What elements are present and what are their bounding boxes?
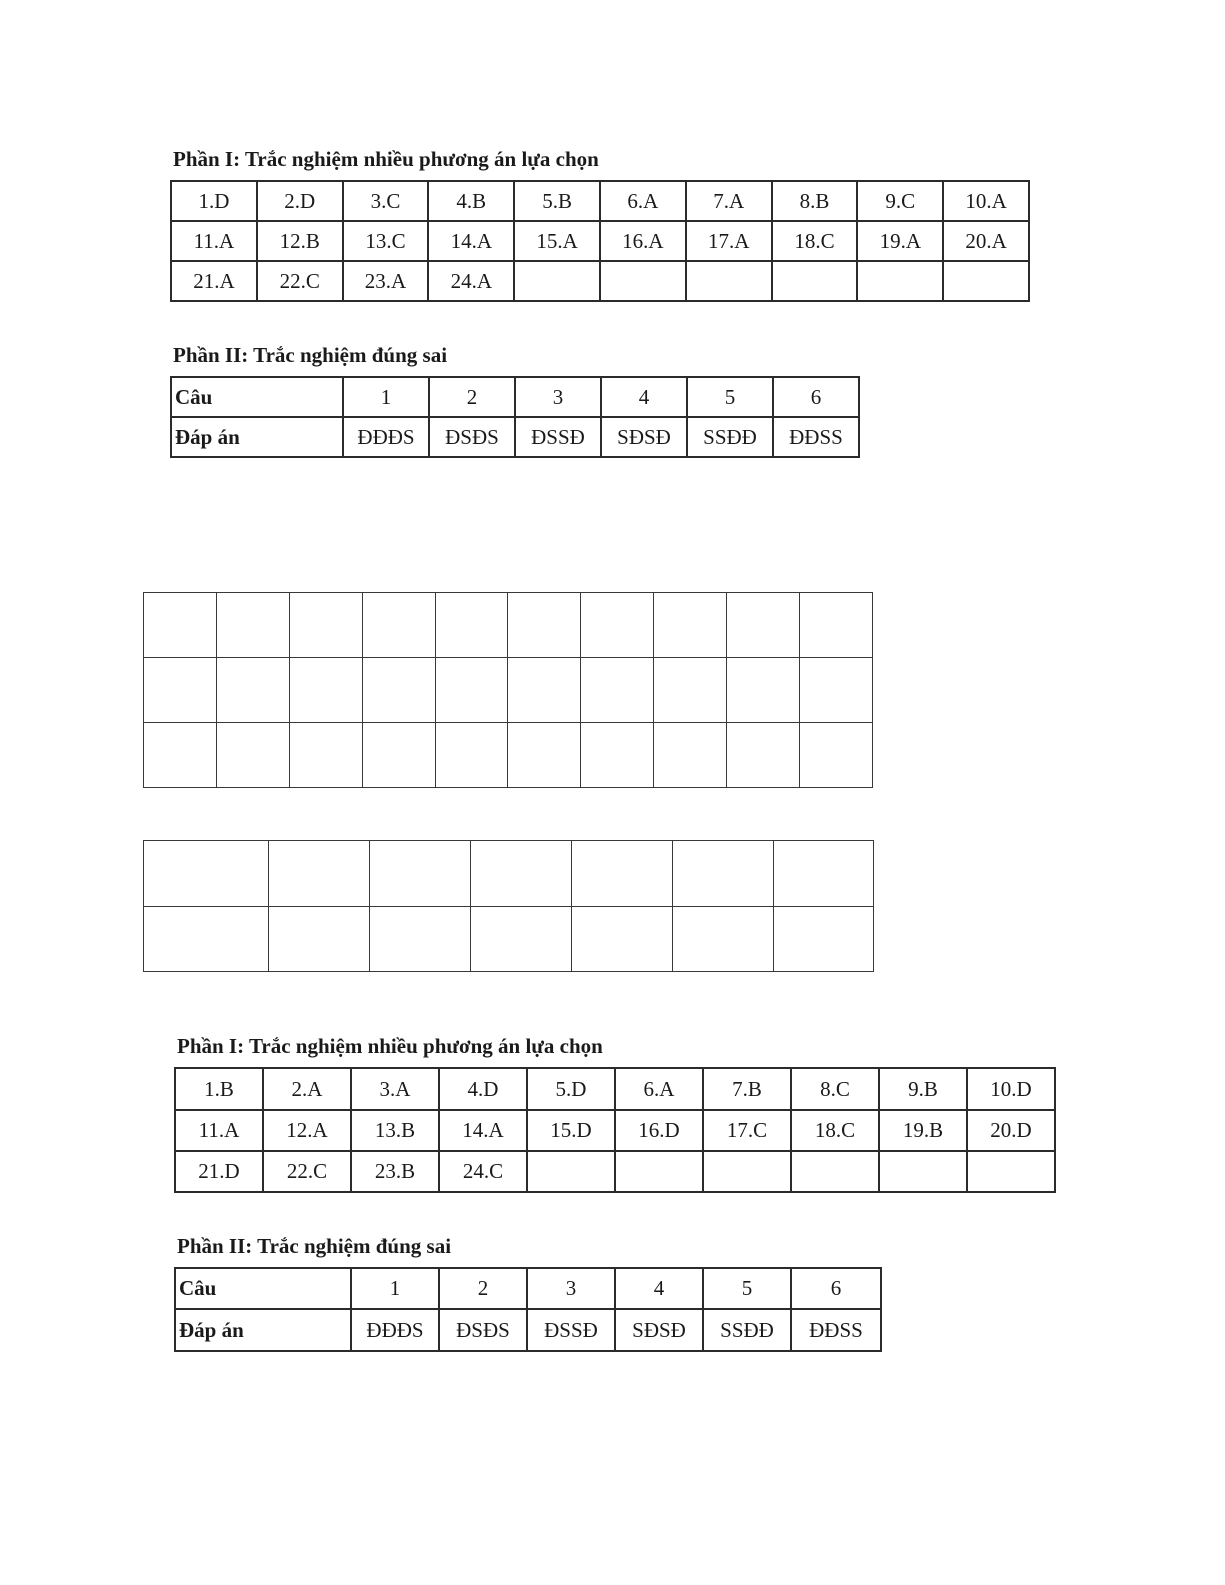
blank-cell <box>673 841 774 907</box>
answer-cell: SĐSĐ <box>601 417 687 457</box>
answer-cell: 19.A <box>857 221 943 261</box>
blank-cell <box>508 658 581 723</box>
blank-cell <box>289 593 362 658</box>
question-number: 3 <box>515 377 601 417</box>
blank-cell <box>289 658 362 723</box>
key1-part1-table <box>170 180 1030 302</box>
key1-part1-title: Phần I: Trắc nghiệm nhiều phương án lựa chọn <box>173 147 599 171</box>
answer-cell: 10.A <box>943 181 1029 221</box>
table-row <box>175 1268 881 1309</box>
answer-cell: 11.A <box>171 221 257 261</box>
question-number: 6 <box>791 1268 881 1309</box>
answer-cell <box>514 261 600 301</box>
table-row <box>175 1309 881 1351</box>
answer-cell: ĐĐĐS <box>351 1309 439 1351</box>
blank-cell <box>362 723 435 788</box>
answer-cell: ĐĐSS <box>773 417 859 457</box>
key2-part1-table <box>174 1067 1056 1193</box>
table-row <box>144 593 873 658</box>
answer-cell: 24.C <box>439 1151 527 1192</box>
key2-part2-title: Phần II: Trắc nghiệm đúng sai <box>177 1234 452 1258</box>
question-number: 1 <box>343 377 429 417</box>
answer-cell: 19.B <box>879 1110 967 1151</box>
answer-cell: 4.D <box>439 1068 527 1110</box>
blank-cell <box>581 593 654 658</box>
blank-cell <box>800 593 873 658</box>
blank-cell <box>471 841 572 907</box>
blank-cell <box>774 841 874 907</box>
answer-label: Đáp án <box>175 1309 351 1351</box>
blank-cell <box>654 593 727 658</box>
question-label: Câu <box>171 377 343 417</box>
answer-cell <box>879 1151 967 1192</box>
answer-cell: 12.B <box>257 221 343 261</box>
blank-cell <box>435 723 508 788</box>
table-row <box>144 658 873 723</box>
answer-cell: 13.B <box>351 1110 439 1151</box>
table-row <box>175 1068 1055 1110</box>
blank-cell <box>144 723 217 788</box>
answer-cell: 1.B <box>175 1068 263 1110</box>
answer-cell: SĐSĐ <box>615 1309 703 1351</box>
answer-cell <box>967 1151 1055 1192</box>
answer-cell: 15.D <box>527 1110 615 1151</box>
answer-cell: 21.D <box>175 1151 263 1192</box>
answer-cell: SSĐĐ <box>703 1309 791 1351</box>
answer-cell: 7.B <box>703 1068 791 1110</box>
blank-cell <box>800 658 873 723</box>
answer-cell <box>703 1151 791 1192</box>
question-label: Câu <box>175 1268 351 1309</box>
answer-cell <box>791 1151 879 1192</box>
table-row <box>171 181 1029 221</box>
answer-cell <box>772 261 858 301</box>
answer-cell: ĐSSĐ <box>515 417 601 457</box>
blank-cell <box>654 723 727 788</box>
blank-cell <box>435 593 508 658</box>
question-number: 2 <box>429 377 515 417</box>
blank-cell <box>370 907 471 972</box>
blank-grid-part2 <box>143 840 874 972</box>
answer-cell: SSĐĐ <box>687 417 773 457</box>
answer-cell: 16.D <box>615 1110 703 1151</box>
answer-cell: 10.D <box>967 1068 1055 1110</box>
answer-label: Đáp án <box>171 417 343 457</box>
question-number: 6 <box>773 377 859 417</box>
question-number: 5 <box>703 1268 791 1309</box>
table-row <box>175 1151 1055 1192</box>
blank-cell <box>370 841 471 907</box>
answer-cell: 18.C <box>791 1110 879 1151</box>
answer-cell: 5.B <box>514 181 600 221</box>
blank-cell <box>572 841 673 907</box>
table-row <box>171 417 859 457</box>
table-row <box>144 841 874 907</box>
answer-cell: ĐSSĐ <box>527 1309 615 1351</box>
answer-cell <box>615 1151 703 1192</box>
blank-cell <box>572 907 673 972</box>
answer-cell: 4.B <box>428 181 514 221</box>
table-row <box>175 1110 1055 1151</box>
answer-cell: 16.A <box>600 221 686 261</box>
answer-cell: 2.D <box>257 181 343 221</box>
answer-cell <box>600 261 686 301</box>
answer-cell: 17.C <box>703 1110 791 1151</box>
answer-cell: 5.D <box>527 1068 615 1110</box>
table-row <box>171 221 1029 261</box>
blank-cell <box>727 658 800 723</box>
key2-part2-table <box>174 1267 882 1352</box>
answer-cell: 7.A <box>686 181 772 221</box>
blank-cell <box>800 723 873 788</box>
question-number: 4 <box>601 377 687 417</box>
table-row <box>171 261 1029 301</box>
blank-cell <box>216 658 289 723</box>
answer-cell: 11.A <box>175 1110 263 1151</box>
blank-cell <box>774 907 874 972</box>
blank-cell <box>289 723 362 788</box>
question-number: 4 <box>615 1268 703 1309</box>
blank-cell <box>269 841 370 907</box>
answer-cell: 2.A <box>263 1068 351 1110</box>
key2-part1-title: Phần I: Trắc nghiệm nhiều phương án lựa chọn <box>177 1034 603 1058</box>
question-number: 2 <box>439 1268 527 1309</box>
blank-cell <box>144 841 269 907</box>
answer-cell <box>527 1151 615 1192</box>
blank-cell <box>508 593 581 658</box>
table-row <box>144 723 873 788</box>
question-number: 3 <box>527 1268 615 1309</box>
answer-cell: 17.A <box>686 221 772 261</box>
answer-cell <box>686 261 772 301</box>
blank-cell <box>144 907 269 972</box>
question-number: 1 <box>351 1268 439 1309</box>
blank-cell <box>581 658 654 723</box>
answer-cell: 24.A <box>428 261 514 301</box>
blank-cell <box>362 658 435 723</box>
answer-cell: 3.A <box>351 1068 439 1110</box>
answer-cell <box>857 261 943 301</box>
answer-cell: 23.B <box>351 1151 439 1192</box>
key1-part2-title: Phần II: Trắc nghiệm đúng sai <box>173 343 448 367</box>
blank-cell <box>144 593 217 658</box>
answer-cell: 8.B <box>772 181 858 221</box>
blank-cell <box>269 907 370 972</box>
blank-cell <box>727 593 800 658</box>
answer-cell: 13.C <box>343 221 429 261</box>
answer-cell: 9.C <box>857 181 943 221</box>
answer-cell: 8.C <box>791 1068 879 1110</box>
answer-cell: 22.C <box>263 1151 351 1192</box>
blank-cell <box>471 907 572 972</box>
blank-cell <box>581 723 654 788</box>
blank-cell <box>435 658 508 723</box>
answer-cell: 12.A <box>263 1110 351 1151</box>
key1-part2-table <box>170 376 860 458</box>
answer-cell: 23.A <box>343 261 429 301</box>
blank-cell <box>362 593 435 658</box>
answer-cell: ĐSĐS <box>429 417 515 457</box>
blank-cell <box>654 658 727 723</box>
question-number: 5 <box>687 377 773 417</box>
answer-cell: 6.A <box>615 1068 703 1110</box>
answer-cell: 20.A <box>943 221 1029 261</box>
answer-cell: 9.B <box>879 1068 967 1110</box>
answer-cell: ĐĐSS <box>791 1309 881 1351</box>
answer-cell: ĐSĐS <box>439 1309 527 1351</box>
answer-cell: 3.C <box>343 181 429 221</box>
table-row <box>144 907 874 972</box>
blank-cell <box>508 723 581 788</box>
answer-cell: 20.D <box>967 1110 1055 1151</box>
blank-cell <box>144 658 217 723</box>
blank-grid-part1 <box>143 592 873 788</box>
table-row <box>171 377 859 417</box>
answer-cell: 21.A <box>171 261 257 301</box>
answer-cell: 15.A <box>514 221 600 261</box>
blank-cell <box>216 723 289 788</box>
blank-cell <box>673 907 774 972</box>
blank-cell <box>727 723 800 788</box>
answer-cell: 22.C <box>257 261 343 301</box>
answer-cell: 6.A <box>600 181 686 221</box>
answer-cell: 18.C <box>772 221 858 261</box>
answer-cell: ĐĐĐS <box>343 417 429 457</box>
answer-cell: 14.A <box>439 1110 527 1151</box>
answer-cell: 1.D <box>171 181 257 221</box>
blank-cell <box>216 593 289 658</box>
answer-cell: 14.A <box>428 221 514 261</box>
answer-cell <box>943 261 1029 301</box>
